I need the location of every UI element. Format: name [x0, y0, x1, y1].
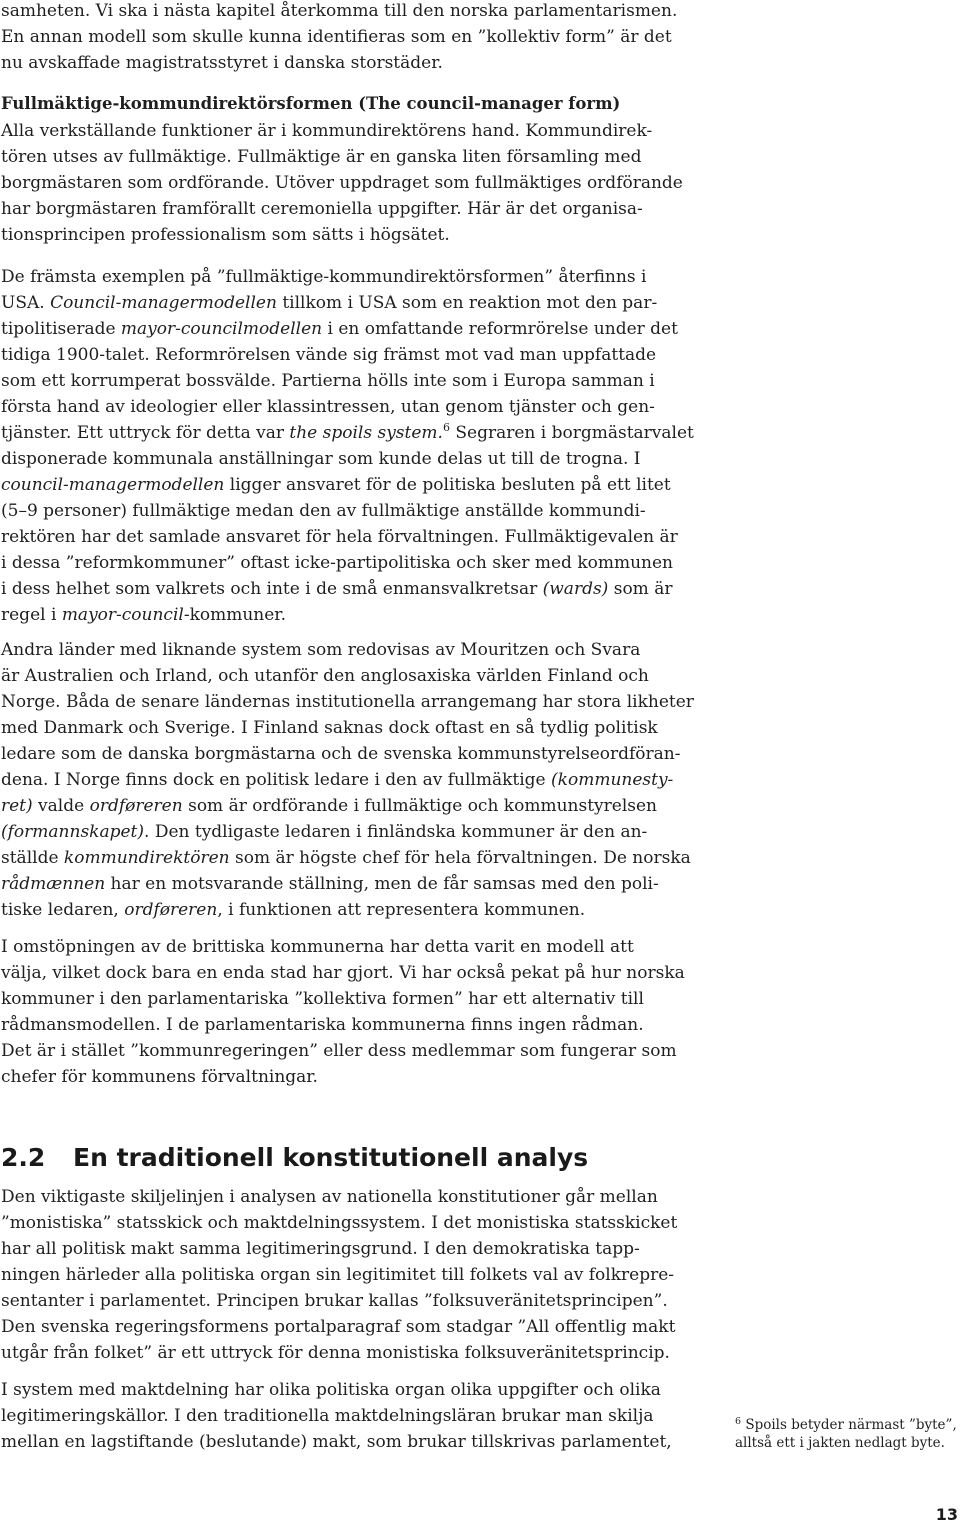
text-run: som är ordförande i fullmäktige och kommunstyrelsen [182, 796, 657, 816]
italic-term: ordføreren [89, 796, 183, 816]
text-line: Det är i stället ”kommunregeringen” eller dess medlemmar som fungerar som [1, 1041, 677, 1061]
text-line [1, 576, 694, 602]
separation-paragraph [1, 1377, 672, 1455]
section-title: En traditionell konstitutionell analys [73, 1143, 589, 1172]
italic-term: rådmænnen [1, 874, 106, 894]
section-heading [1, 1138, 588, 1178]
other-countries-paragraph [1, 637, 694, 923]
text-line: i dessa ”reformkommuner” oftast icke-partipolitiska och sker med kommunen [1, 553, 674, 573]
text-run: som är [608, 579, 673, 599]
text-line: tidiga 1900-talet. Reformrörelsen vände sig främst mot vad man uppfattade [1, 345, 657, 365]
text-line: tören utses av fullmäktige. Fullmäktige är en ganska liten församling med [1, 147, 642, 167]
footnote-line [735, 1416, 957, 1434]
text-line: De främsta exemplen på ”fullmäktige-kommundirektörsformen” återfinns i [1, 267, 647, 287]
text-run: Segraren i borgmästarvalet [449, 423, 694, 443]
text-line [1, 420, 694, 446]
text-run: ställde [1, 848, 64, 868]
text-line: Den svenska regeringsformens portalparagraf som stadgar ”All offentlig makt [1, 1317, 676, 1337]
text-run: ligger ansvaret för de politiska besluten på ett litet [224, 475, 671, 495]
text-line: sentanter i parlamentet. Principen brukar kallas ”folksuveränitetsprincipen”. [1, 1291, 668, 1311]
text-run: i dess helhet som valkrets och inte i de små enmansvalkretsar [1, 579, 543, 599]
text-line [1, 793, 694, 819]
text-line: med Danmark och Sverige. I Finland saknas dock oftast en så tydlig politisk [1, 718, 658, 738]
text-line: ningen härleder alla politiska organ sin legitimitet till folkets val av folkrepre- [1, 1265, 675, 1285]
text-line: chefer för kommunens förvaltningar. [1, 1067, 318, 1087]
text-line: I system med maktdelning har olika politiska organ olika uppgifter och olika [1, 1380, 661, 1400]
text-run: tipolitiserade [1, 319, 121, 339]
text-line: ledare som de danska borgmästarna och de svenska kommunstyrelseordföran- [1, 744, 681, 764]
usa-paragraph [1, 264, 694, 628]
italic-term: kommundirektören [63, 848, 230, 868]
text-run: har en motsvarande ställning, men de får samsas med den poli- [105, 874, 659, 894]
text-run: i en omfattande reformrörelse under det [322, 319, 678, 339]
text-line: En annan modell som skulle kunna identifieras som en ”kollektiv form” är det [1, 27, 672, 47]
italic-term: mayor-council [61, 605, 184, 625]
text-run: Spoils betyder närmast ”byte”, [741, 1417, 957, 1433]
text-line: kommuner i den parlamentariska ”kollektiva formen” har ett alternativ till [1, 989, 644, 1009]
text-line: (5–9 personer) fullmäktige medan den av fullmäktige anställde kommundi- [1, 501, 646, 521]
text-run: . Den tydligaste ledaren i finländska kommuner är den an- [144, 822, 648, 842]
text-run: regel i [1, 605, 62, 625]
text-run: valde [32, 796, 90, 816]
italic-term: Council-managermodellen [50, 293, 277, 313]
text-line: samheten. Vi ska i nästa kapitel återkomma till den norska parlamentarismen. [1, 1, 678, 21]
text-line: utgår från folket” är ett uttryck för denna monistiska folksuveränitetsprincip. [1, 1343, 670, 1363]
footnote-reference: 6 [442, 421, 450, 434]
text-line: Norge. Båda de senare ländernas institutionella arrangemang har stora likheter [1, 692, 694, 712]
italic-term: (kommunesty- [551, 770, 674, 790]
text-line: Andra länder med liknande system som redovisas av Mouritzen och Svara [1, 640, 641, 660]
text-line [1, 897, 694, 923]
text-line: Den viktigaste skiljelinjen i analysen av nationella konstitutioner går mellan [1, 1187, 658, 1207]
text-run: , i funktionen att representera kommunen. [217, 900, 586, 920]
text-line: borgmästaren som ordförande. Utöver uppdraget som fullmäktiges ordförande [1, 173, 683, 193]
text-line [1, 767, 694, 793]
text-run: tillkom i USA som en reaktion mot den par- [276, 293, 658, 313]
text-line [1, 316, 694, 342]
monism-paragraph [1, 1184, 677, 1366]
section-number: 2.2 [1, 1143, 46, 1172]
text-run: tjänster. Ett uttryck för detta var [1, 423, 290, 443]
text-line: är Australien och Irland, och utanför den anglosaxiska världen Finland och [1, 666, 649, 686]
text-line: ”monistiska” statsskick och maktdelningssystem. I det monistiska statsskicket [1, 1213, 678, 1233]
italic-term: ordføreren [124, 900, 218, 920]
text-run: -kommuner. [183, 605, 286, 625]
italic-term: (formannskapet) [1, 822, 145, 842]
text-line: har all politisk makt samma legitimeringsgrund. I den demokratiska tapp- [1, 1239, 640, 1259]
text-line [1, 871, 694, 897]
italic-term: mayor-councilmodellen [120, 319, 323, 339]
text-line: nu avskaffade magistratsstyret i danska storstäder. [1, 53, 443, 73]
italic-term: the spoils system. [289, 423, 443, 443]
subsection-heading: Fullmäktige-kommundirektörsformen (The council-manager form) [1, 94, 621, 113]
text-line: rådmansmodellen. I de parlamentariska kommunerna finns ingen rådman. [1, 1015, 644, 1035]
footnote-mark: 6 [735, 1416, 742, 1427]
text-line [1, 472, 694, 498]
text-run: dena. I Norge finns dock en politisk ledare i den av fullmäktige [1, 770, 552, 790]
text-line: Alla verkställande funktioner är i kommundirektörens hand. Kommundirek- [1, 121, 653, 141]
text-line: I omstöpningen av de brittiska kommunerna har detta varit en modell att [1, 937, 634, 957]
italic-term: council-managermodellen [1, 475, 225, 495]
council-manager-section [1, 91, 683, 248]
text-line: rektören har det samlade ansvaret för hela förvaltningen. Fullmäktigevalen är [1, 527, 678, 547]
text-line: första hand av ideologier eller klassintressen, utan genom tjänster och gen- [1, 397, 655, 417]
text-line [1, 819, 694, 845]
footnote-line: alltså ett i jakten nedlagt byte. [735, 1435, 945, 1451]
text-line: mellan en lagstiftande (beslutande) makt, som brukar tillskrivas parlamentet, [1, 1432, 672, 1452]
text-line: tionsprincipen professionalism som sätts i högsätet. [1, 225, 450, 245]
intro-paragraph [1, 0, 677, 76]
footnote [735, 1416, 957, 1452]
text-line: som ett korrumperat bossvälde. Partierna hölls inte som i Europa samman i [1, 371, 655, 391]
page-number: 13 [935, 1505, 958, 1524]
text-line: välja, vilket dock bara en enda stad har gjort. Vi har också pekat på hur norska [1, 963, 685, 983]
text-line: disponerade kommunala anställningar som kunde delas ut till de trogna. I [1, 449, 641, 469]
text-run: som är högste chef för hela förvaltningen. De norska [229, 848, 691, 868]
text-line [1, 602, 694, 628]
italic-term: ret) [1, 796, 33, 816]
text-run: USA. [1, 293, 51, 313]
text-line: har borgmästaren framförallt ceremoniella uppgifter. Här är det organisa- [1, 199, 643, 219]
uk-paragraph [1, 934, 685, 1090]
text-line [1, 845, 694, 871]
italic-term: (wards) [542, 579, 609, 599]
text-line: legitimeringskällor. I den traditionella maktdelningsläran brukar man skilja [1, 1406, 654, 1426]
text-line [1, 290, 694, 316]
text-run: tiske ledaren, [1, 900, 125, 920]
